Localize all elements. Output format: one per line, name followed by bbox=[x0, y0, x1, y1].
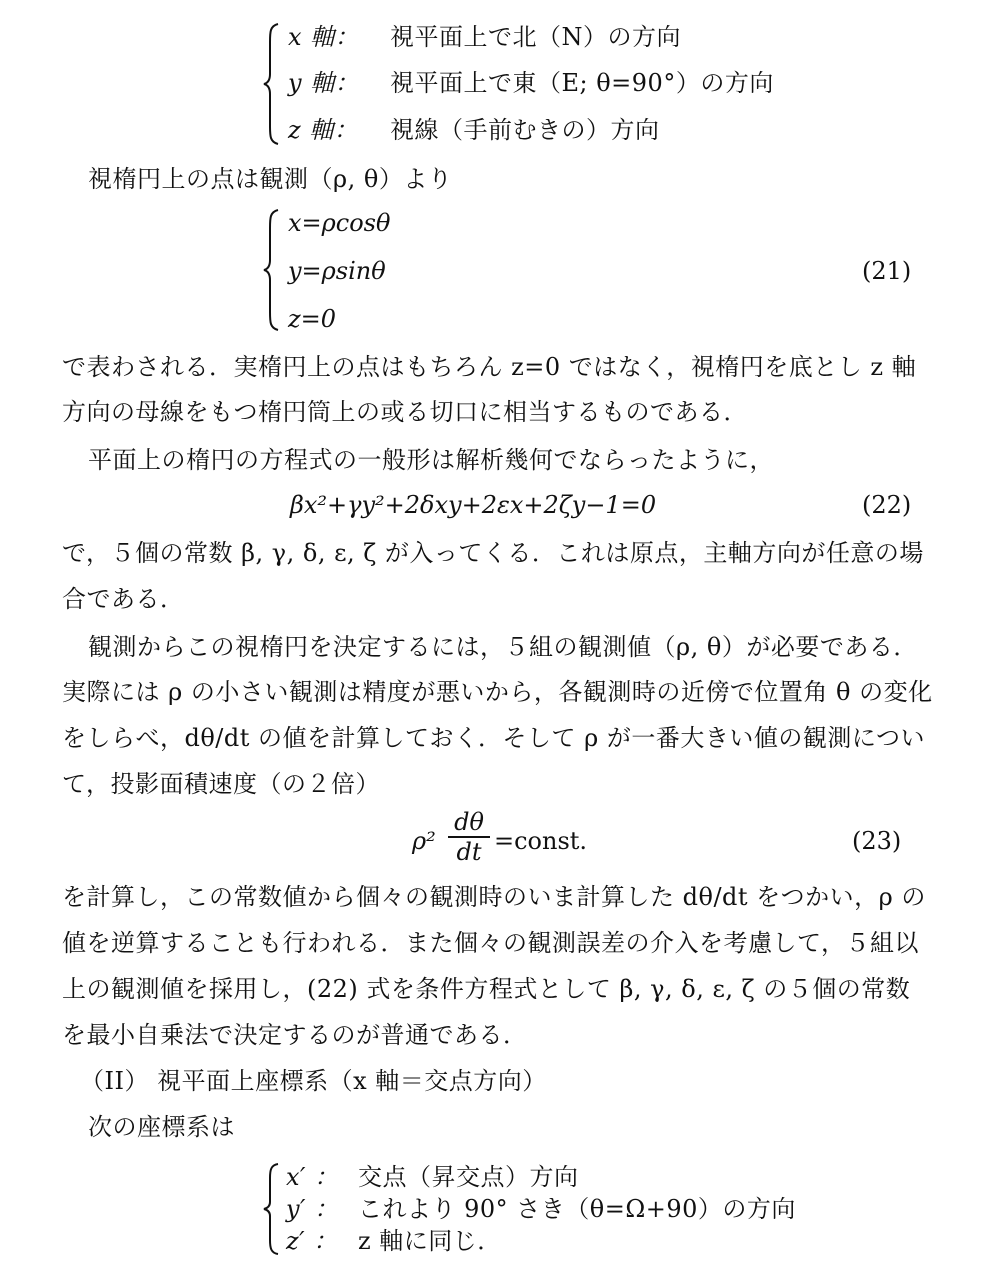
paragraph-next: 次の座標系は bbox=[88, 1113, 235, 1141]
paragraph-after-22-line1: で，５個の常数 β, γ, δ, ε, ζ が入ってくる．これは原点，主軸方向が任意の場 bbox=[62, 539, 924, 567]
eq23-prefix: ρ² bbox=[412, 827, 436, 855]
axis2-row-x-label: x′ ： bbox=[286, 1163, 339, 1191]
paragraph-after-21-line2: 方向の母線をもつ楕円筒上の或る切口に相当するものである． bbox=[62, 398, 748, 426]
paragraph-observation-line4: て，投影面積速度（の２倍） bbox=[62, 770, 381, 798]
equation-number-21: (21) bbox=[862, 257, 912, 285]
axis2-row-y-label: y′ ： bbox=[286, 1195, 339, 1223]
equation-number-22: (22) bbox=[862, 491, 912, 519]
left-brace-axes2 bbox=[262, 1162, 282, 1256]
axis-row-x-text: 視平面上で北（N）の方向 bbox=[390, 23, 681, 51]
paragraph-observation-line3: をしらべ，dθ/dt の値を計算しておく．そして ρ が一番大きい値の観測につい bbox=[62, 724, 925, 752]
paragraph-after-23-line2: 値を逆算することも行われる．また個々の観測誤差の介入を考慮して，５組以 bbox=[62, 929, 920, 957]
paragraph-after-23-line3: 上の観測値を採用し，(22) 式を条件方程式として β, γ, δ, ε, ζ の５個の常数 bbox=[62, 975, 911, 1003]
axis-row-z-label: z 軸： bbox=[288, 116, 359, 144]
eq21-line-z: z=0 bbox=[288, 305, 337, 333]
paragraph-after-22-line2: 合である． bbox=[62, 585, 185, 613]
axis2-row-z-label: z′ ： bbox=[286, 1227, 338, 1255]
axis2-row-y-text: これより 90° さき（θ=Ω+90）の方向 bbox=[358, 1195, 796, 1223]
eq23-numerator: dθ bbox=[454, 808, 484, 836]
axis2-row-x-text: 交点（昇交点）方向 bbox=[358, 1163, 579, 1191]
paragraph-after-23-line4: を最小自乗法で決定するのが普通である． bbox=[62, 1021, 528, 1049]
paragraph-intro-22: 平面上の楕円の方程式の一般形は解析幾何でならったように， bbox=[88, 446, 774, 474]
paragraph-observation-line1: 観測からこの視楕円を決定するには，５組の観測値（ρ, θ）が必要である． bbox=[88, 633, 918, 661]
axis-row-x-label: x 軸： bbox=[288, 23, 360, 51]
paragraph-after-21-line1: で表わされる．実楕円上の点はもちろん z=0 ではなく，視楕円を底とし z 軸 bbox=[62, 353, 917, 381]
axis2-row-z-text: z 軸に同じ． bbox=[358, 1227, 502, 1255]
equation-22: βx²+γy²+2δxy+2εx+2ζy−1=0 bbox=[290, 491, 657, 519]
section-heading: （II） 視平面上座標系（x 軸＝交点方向） bbox=[80, 1067, 547, 1095]
axis-row-y-text: 視平面上で東（E; θ=90°）の方向 bbox=[390, 69, 774, 97]
eq23-denominator: dt bbox=[456, 838, 482, 866]
axis-row-y-label: y 軸： bbox=[288, 69, 360, 97]
left-brace-eq21 bbox=[262, 208, 282, 332]
paragraph-intro-21: 視楕円上の点は観測（ρ, θ）より bbox=[88, 165, 453, 193]
eq21-line-y: y=ρsinθ bbox=[288, 257, 386, 285]
eq23-suffix: =const. bbox=[494, 827, 588, 855]
equation-number-23: (23) bbox=[852, 827, 902, 855]
eq23-fraction bbox=[448, 808, 490, 866]
paragraph-after-23-line1: を計算し，この常数値から個々の観測時のいま計算した dθ/dt をつかい，ρ の bbox=[62, 883, 926, 911]
paragraph-observation-line2: 実際には ρ の小さい観測は精度が悪いから，各観測時の近傍で位置角 θ の変化 bbox=[62, 678, 933, 706]
left-brace-axes bbox=[262, 22, 282, 146]
axis-row-z-text: 視線（手前むきの）方向 bbox=[390, 116, 660, 144]
eq21-line-x: x=ρcosθ bbox=[288, 209, 391, 237]
